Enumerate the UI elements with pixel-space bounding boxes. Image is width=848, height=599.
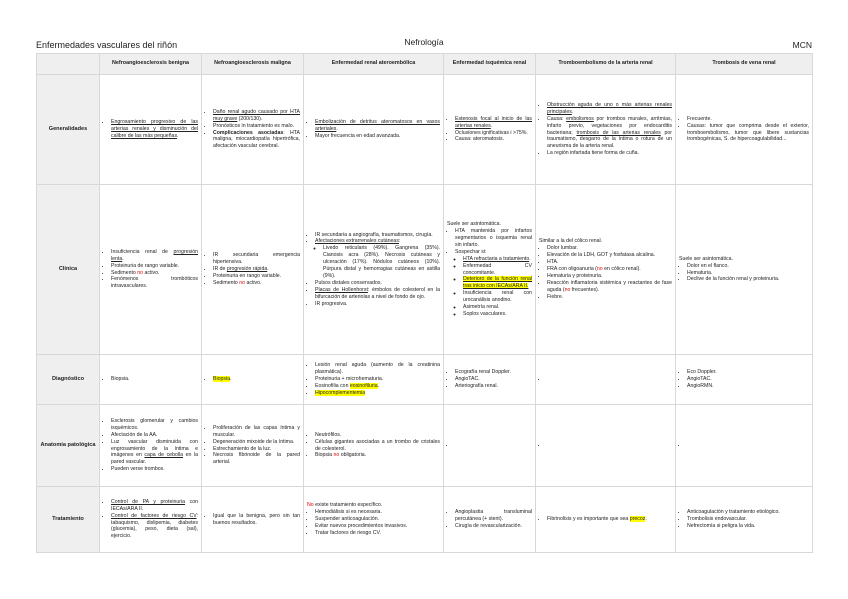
list-item: • Lesión renal aguda (aumento de la creatinina plasmática).: [315, 362, 440, 376]
text-fragment: Estenosis focal al inicio de las arterias renales: [455, 115, 532, 129]
comparison-table: [36, 53, 813, 553]
text-fragment: precoz: [629, 516, 646, 523]
text-fragment: Obstrucción aguda de uno o más arterias renales principales: [547, 101, 672, 115]
list-item: • Suspender anticoagulación.: [315, 516, 440, 523]
list-item: • Necrosis fibrinoide de la pared arterial.: [213, 452, 300, 466]
list-item: • Afectación de la AA.: [111, 432, 198, 439]
text-fragment: No: [307, 502, 314, 509]
cell-tratamiento-tromboembolismo: [536, 487, 676, 553]
list-item: • Fiebre.: [547, 294, 672, 301]
list-item: • Ecografía renal Doppler.: [455, 369, 532, 376]
cell-clinica-isquemica: [444, 185, 536, 355]
text-fragment: por traumatismo, desgarro de la íntima o rotura de un aneurisma de la arteria renal.: [547, 129, 672, 150]
cell-generalidades-benigna: [100, 75, 202, 185]
list-item: ◦ Livedo reticularis (49%). Gangrena (35%). Cianosis acra (28%). Necrosis cutáneas y ulceración (17%). Nódulos cutáneos (10%). Púrpura distal y hemorragias cutáneas en astilla (9%).: [323, 245, 440, 280]
list-item: [455, 442, 532, 449]
text-fragment: existe tratamiento específico.: [313, 502, 383, 509]
text-fragment: obligatoria.: [339, 452, 367, 459]
text-fragment: Placas de Hollenhorst: [315, 286, 368, 293]
header-cell-tromboembolismo: Tromboembolismo de la arteria renal: [536, 54, 676, 75]
text-fragment: embolismos: [566, 115, 594, 122]
list-item: • Dolor en el flanco.: [687, 263, 809, 270]
cell-diagnostico-benigna: [100, 355, 202, 405]
cell-anatomia-benigna: [100, 405, 202, 487]
list-item: • Fenómenos trombóticos intravasculares.: [111, 276, 198, 290]
list-item: • Arteriografía renal.: [455, 383, 532, 390]
list-item: [547, 376, 672, 383]
section-title: Nefrología: [404, 37, 444, 47]
text-fragment: Sedimento: [111, 269, 138, 276]
text-fragment: Complicaciones asociadas: [213, 129, 284, 136]
row-label-tratamiento: Tratamiento: [37, 487, 100, 553]
cell-clinica-ateroembolica: [304, 185, 444, 355]
text-fragment: Hipocomplementemia: [315, 389, 366, 396]
table-row-tratamiento: [37, 487, 813, 553]
text-fragment: Daño renal agudo causado por HTA muy grave: [213, 108, 300, 122]
list-item: • Proteinuria en rango variable.: [213, 273, 300, 280]
text-fragment: en cólico renal).: [602, 266, 641, 273]
text-fragment: .: [645, 516, 647, 523]
list-item: • Igual que la benigna, pero sin tan buenos resultados.: [213, 513, 300, 527]
text-fragment: .: [571, 108, 574, 115]
text-fragment: Afectaciones extrarrenales cutáneas: [315, 238, 399, 245]
cell-generalidades-maligna: [202, 75, 304, 185]
header-cell-ateroembolica: Enfermedad renal ateroembólica: [304, 54, 444, 75]
cell-diagnostico-maligna: [202, 355, 304, 405]
text-fragment: : émbolos de colesterol en la bifurcación de arteriolas a nivel de fondo de ojo.: [315, 286, 440, 300]
text-fragment: frecuentes).: [570, 286, 600, 293]
cell-anatomia-maligna: [202, 405, 304, 487]
cell-anatomia-tromboembolismo: [536, 405, 676, 487]
list-item: • Anticoagulación y tratamiento etiológico.: [687, 509, 809, 516]
text-fragment: eosinofiluria: [349, 382, 378, 389]
list-item: • Eco Doppler.: [687, 369, 809, 376]
cell-generalidades-isquemica: [444, 75, 536, 185]
text-fragment: activo.: [143, 269, 160, 276]
list-item: • Células gigantes asociadas a un trombo de cristales de colesterol.: [315, 439, 440, 453]
text-fragment: activo.: [245, 279, 262, 286]
list-item: • Oclusiones ignificativas i >75%.: [455, 130, 532, 137]
list-item: ◦ Insuficiencia renal con urocanálisis anodino.: [463, 290, 532, 304]
cell-tratamiento-isquemica: [444, 487, 536, 553]
text-fragment: en la pared vascular.: [111, 452, 198, 466]
cell-anatomia-isquemica: [444, 405, 536, 487]
cell-diagnostico-isquemica: [444, 355, 536, 405]
list-item: • Proteinuria de rango variable.: [111, 263, 198, 270]
list-item: • Neutrófilos.: [315, 432, 440, 439]
list-item: [687, 442, 809, 449]
text-fragment: : HTA maligna, miocardiopatía hipertrófica, afectación vascular cerebral.: [213, 129, 300, 150]
text-fragment: .: [336, 126, 338, 133]
list-item: • Estrechamiento de la luz.: [213, 446, 300, 453]
list-item: • Pueden verse trombos.: [111, 466, 198, 473]
list-item: • IR secundaria a angiografía, traumatismos, cirugía.: [315, 232, 440, 239]
list-item: ◦ Enfermedad CV concomitante.: [463, 263, 532, 277]
list-item: • La región infartada tiene forma de cuña.: [547, 150, 672, 157]
cell-paragraph: Similar a la del cólico renal.: [539, 238, 603, 245]
list-item: • Nefrectomía si peligra la vida.: [687, 523, 809, 530]
list-item: [547, 442, 672, 449]
list-item: • Frecuente.: [687, 116, 809, 123]
text-fragment: .: [122, 255, 124, 262]
header-cell-maligna: Nefroangioesclerosis maligna: [202, 54, 304, 75]
list-item: • Causa: ateromatosis.: [455, 136, 532, 143]
cell-paragraph: Suele ser asintomática.: [679, 255, 733, 262]
text-fragment: FRA con oligoanuria (: [547, 266, 597, 273]
text-fragment: Eosinofilia con: [315, 382, 350, 389]
row-label-anatomia: Anatomía patológica: [37, 405, 100, 487]
text-fragment: capa de cebolla: [144, 452, 184, 459]
cell-tratamiento-maligna: [202, 487, 304, 553]
table-row-generalidades: [37, 75, 813, 185]
list-item: • Hematuria y proteinuria.: [547, 273, 672, 280]
text-fragment: Engrosamiento progresivo de las arterias renales y disminución del calibre de las más pequeñas: [111, 119, 198, 139]
text-fragment: Embolización de detritus ateromatosos en vasos arteriales: [315, 119, 440, 133]
text-fragment: .: [267, 266, 269, 273]
list-item: • Elevación de la LDH, GOT y fosfatasa alcalina.: [547, 252, 672, 259]
cell-clinica-trombosis-vena: [676, 185, 813, 355]
list-item: • Proliferación de las capas íntima y muscular.: [213, 425, 300, 439]
text-fragment: .: [230, 376, 232, 383]
text-fragment: por trombos murales, arritmias, infarto previo, vegetaciones por endocarditis bacteriana;: [547, 115, 672, 136]
list-item: • Causas: tumor que comprima desde el exterior, tromboembolismo, tumor que libere sustancias trombogénicas, S. de hipercoagulabilidad...: [687, 123, 809, 144]
row-label-generalidades: Generalidades: [37, 75, 100, 185]
text-fragment: HTA refractaria a tratamiento: [463, 255, 530, 262]
list-item: • IR secundaria emergencia hipertensiva.: [213, 252, 300, 266]
cell-clinica-tromboembolismo: [536, 185, 676, 355]
text-fragment: no: [239, 279, 246, 286]
list-item: • Evitar nuevos procedimientos invasivos.: [315, 523, 440, 530]
document-title: Enfermedades vasculares del riñón: [36, 40, 178, 50]
text-fragment: Luz vascular disminuida con engrosamiento de la íntima e imágenes en: [111, 438, 198, 459]
text-fragment: :: [398, 238, 401, 245]
list-item: • Pulsos distales conservados.: [315, 280, 440, 287]
list-item: • AngioTAC.: [687, 376, 809, 383]
text-fragment: progresión lenta: [111, 248, 198, 262]
cell-paragraph: Suele ser asintomática.: [447, 221, 501, 228]
table-row-clinica: [37, 185, 813, 355]
table-row-diagnostico: [37, 355, 813, 405]
table-row-anatomia: [37, 405, 813, 487]
list-item: • AngioTAC.: [455, 376, 532, 383]
text-fragment: no: [137, 269, 144, 276]
cell-tratamiento-ateroembolica: [304, 487, 444, 553]
text-fragment: Deterioro de la función renal tras inicio con IECAs/ARA II.: [463, 276, 532, 290]
list-item: • Tratar factores de riesgo CV.: [315, 530, 440, 537]
text-fragment: Biopsia: [213, 376, 231, 383]
header-cell-empty: [37, 54, 100, 75]
page-header: [36, 36, 812, 50]
text-fragment: Biopsia: [315, 452, 334, 459]
cell-diagnostico-ateroembolica: [304, 355, 444, 405]
cell-tratamiento-benigna: [100, 487, 202, 553]
cell-clinica-maligna: [202, 185, 304, 355]
header-cell-benigna: Nefroangioesclerosis benigna: [100, 54, 202, 75]
list-item: • Proteinuria + microhematuria.: [315, 376, 440, 383]
text-fragment: Reacción inflamatoria sistémica y reactantes de fase aguda (: [547, 279, 672, 293]
table-header-row: [37, 54, 813, 75]
list-item: ◦ Asimetría renal.: [463, 304, 532, 311]
text-fragment: trombosis de las arterias renales: [576, 129, 661, 136]
list-item: • Hemodiálisis si es necesaria.: [315, 509, 440, 516]
list-item: • AngioRMN.: [687, 383, 809, 390]
list-item: • Mayor frecuencia en edad avanzada.: [315, 133, 440, 140]
list-item: • Trombolisis endovascular.: [687, 516, 809, 523]
text-fragment: (200/130).: [237, 115, 263, 122]
cell-tratamiento-trombosis-vena: [676, 487, 813, 553]
list-item: • Esclerosis glomerular y cambios isquémicos.: [111, 418, 198, 432]
cell-clinica-benigna: [100, 185, 202, 355]
text-fragment: IR de: [213, 266, 227, 273]
list-item: • Cirugía de revascularización.: [455, 523, 532, 530]
cell-generalidades-trombosis-vena: [676, 75, 813, 185]
cell-anatomia-trombosis-vena: [676, 405, 813, 487]
list-item: • HTA mantenida por infartos segmentarios o isquemia renal sin infarto.: [455, 228, 532, 249]
cell-anatomia-ateroembolica: [304, 405, 444, 487]
cell-generalidades-tromboembolismo: [536, 75, 676, 185]
list-item: • Dolor lumbar.: [547, 245, 672, 252]
header-cell-isquemica: Enfermedad isquémica renal: [444, 54, 536, 75]
text-fragment: no: [564, 286, 571, 293]
text-fragment: progresión rápida: [226, 266, 268, 273]
list-item: • Angioplastia transluminal percutánea (+ stent).: [455, 509, 532, 523]
cell-generalidades-ateroembolica: [304, 75, 444, 185]
list-item: • Hematuria.: [687, 270, 809, 277]
cell-diagnostico-tromboembolismo: [536, 355, 676, 405]
text-fragment: .: [177, 132, 179, 139]
text-fragment: Sedimento: [213, 279, 240, 286]
text-fragment: Sospechar si:: [455, 248, 487, 255]
text-fragment: Causa:: [547, 115, 567, 122]
cell-diagnostico-trombosis-vena: [676, 355, 813, 405]
header-cell-trombosis-vena: Trombosis de vena renal: [676, 54, 813, 75]
list-item: • Degeneración mixoide de la íntima.: [213, 439, 300, 446]
text-fragment: Control de factores de riesgo CV: [111, 512, 197, 519]
list-item: • Pronósticos in tratamiento es malo.: [213, 123, 300, 130]
list-item: ◦ Soplos vasculares.: [463, 311, 532, 318]
text-fragment: : tabaquismo, dislipemia, diabetes (glucemia), peso, dieta (sal), ejercicio.: [111, 512, 198, 540]
list-item: • Biopsia.: [111, 376, 198, 383]
author-initials: MCN: [792, 40, 812, 50]
text-fragment: .: [490, 122, 493, 129]
row-label-clinica: Clínica: [37, 185, 100, 355]
text-fragment: no: [333, 452, 340, 459]
list-item: • IR progresiva.: [315, 301, 440, 308]
row-label-diagnostico: Diagnóstico: [37, 355, 100, 405]
list-item: • Declive de la función renal y proteinuria.: [687, 276, 809, 283]
text-fragment: .: [529, 255, 531, 262]
text-fragment: Insuficiencia renal de: [111, 248, 174, 255]
text-fragment: .: [377, 382, 380, 389]
list-item: • HTA.: [547, 259, 672, 266]
text-fragment: Fibrinolisis y es importante que sea: [547, 516, 630, 523]
text-fragment: no: [596, 266, 603, 273]
text-fragment: Control de PA y proteinuria: [111, 498, 186, 505]
text-fragment: con IECAs/ARA II.: [111, 498, 198, 512]
